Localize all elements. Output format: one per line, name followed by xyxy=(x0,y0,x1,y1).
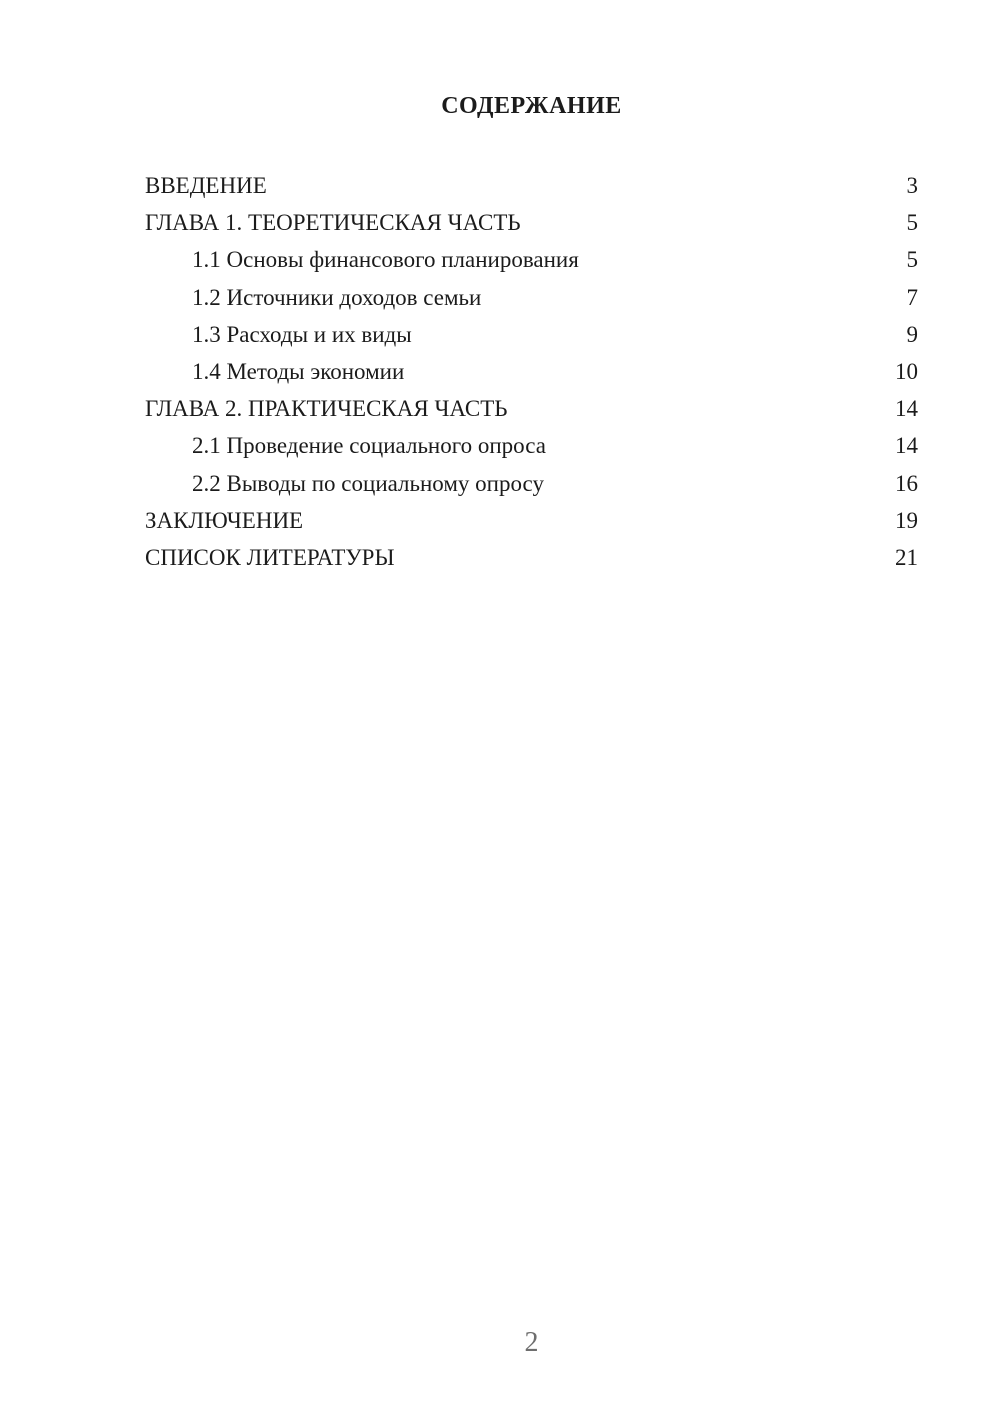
toc-row xyxy=(145,279,918,316)
toc-entry-page: 7 xyxy=(906,284,918,310)
toc-row xyxy=(145,241,918,278)
toc-row xyxy=(145,316,918,353)
toc-entry-label: СПИСОК ЛИТЕРАТУРЫ xyxy=(145,545,395,571)
toc-row xyxy=(145,390,918,427)
toc-entry-label: ГЛАВА 2. ПРАКТИЧЕСКАЯ ЧАСТЬ xyxy=(145,396,508,422)
toc-row xyxy=(145,167,918,204)
toc-entry-page: 14 xyxy=(895,396,918,422)
toc-entry-label: ВВЕДЕНИЕ xyxy=(145,173,267,198)
toc-entry-label: 2.2 Выводы по социальному опросу xyxy=(192,470,544,496)
toc-entry-page: 16 xyxy=(895,470,918,496)
toc-entry-label: 2.1 Проведение социального опроса xyxy=(192,433,546,459)
toc-entry-label: 1.1 Основы финансового планирования xyxy=(192,247,579,273)
toc-entry-label: 1.3 Расходы и их виды xyxy=(192,321,412,347)
toc-entry-page: 9 xyxy=(906,321,918,347)
toc-entry-label: 1.2 Источники доходов семьи xyxy=(192,284,482,310)
toc-entry-page: 10 xyxy=(895,359,918,385)
toc-row xyxy=(145,465,918,502)
toc-row xyxy=(145,204,918,241)
footer-page-number: 2 xyxy=(524,1327,539,1358)
toc-entry-label: 1.4 Методы экономии xyxy=(192,359,405,385)
toc-entry-page: 5 xyxy=(906,210,918,236)
toc-entry-page: 19 xyxy=(895,507,918,533)
toc-entry-page: 21 xyxy=(895,545,918,571)
page-content xyxy=(145,0,918,576)
toc-entry-page: 3 xyxy=(906,173,918,198)
toc-row xyxy=(145,427,918,464)
toc-entry-page: 5 xyxy=(906,247,918,273)
table-of-contents xyxy=(145,167,918,576)
toc-entry-label: ЗАКЛЮЧЕНИЕ xyxy=(145,507,304,533)
toc-entry-page: 14 xyxy=(895,433,918,459)
toc-row xyxy=(145,353,918,390)
page-title: СОДЕРЖАНИЕ xyxy=(441,93,622,119)
toc-row xyxy=(145,502,918,539)
toc-entry-label: ГЛАВА 1. ТЕОРЕТИЧЕСКАЯ ЧАСТЬ xyxy=(145,210,521,236)
toc-row xyxy=(145,539,918,576)
